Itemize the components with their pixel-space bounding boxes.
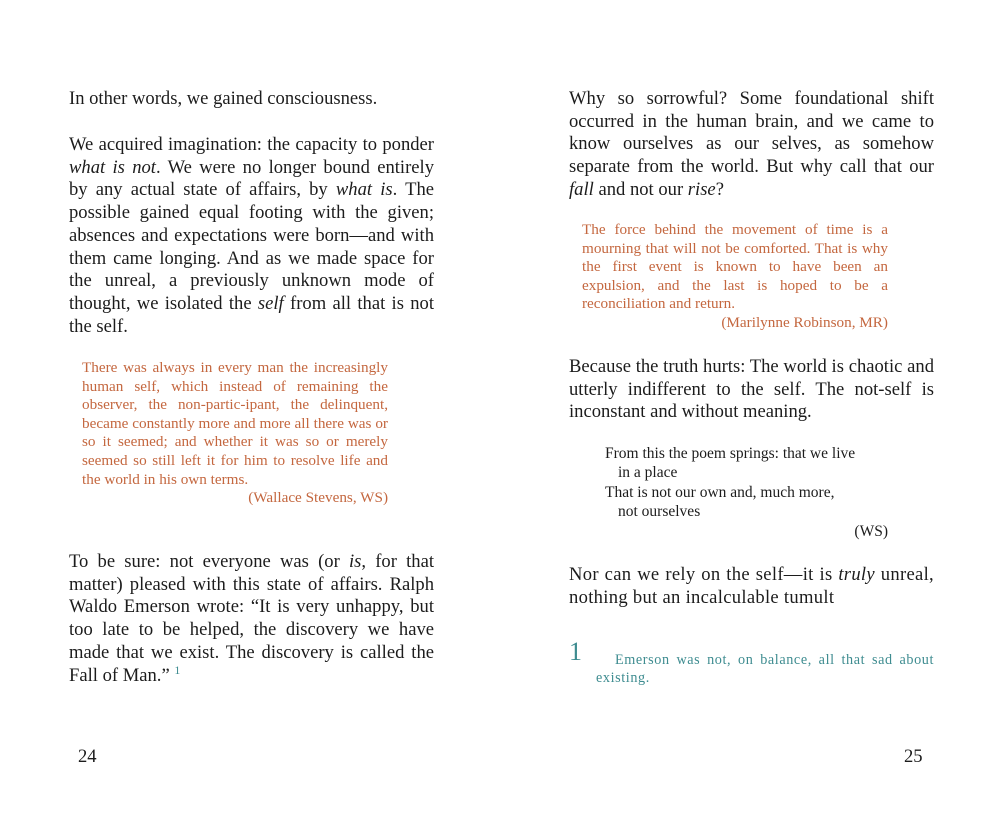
quote-attribution: (Marilynne Robinson, MR) — [721, 313, 888, 331]
italic-text: what is — [335, 179, 393, 201]
text-run: unreal, nothing but an incalculable tumult — [569, 564, 934, 608]
text-run: We acquired imagination: the capacity to ponder — [69, 134, 434, 155]
italic-text: self — [257, 292, 284, 314]
text-run: and not our — [593, 178, 688, 200]
italic-text: fall — [569, 178, 594, 200]
block-quote-robinson — [582, 221, 888, 333]
text-run: . We were no longer bound entirely by any actual state of affairs, by — [69, 156, 434, 201]
poem-line: not ourselves — [618, 503, 701, 521]
text-run: , for that matter) pleased with this state of affairs. Ralph Waldo Emerson wrote: “It is very unhappy, but too late to be helped, the discovery we have made that we exist. The discovery is called the Fall of Man.” — [69, 551, 434, 686]
footnote-text: Emerson was not, on balance, all that sad about existing. — [596, 652, 934, 686]
poem-excerpt — [605, 444, 888, 541]
text-run: . The possible gained equal footing with the given; absences and expectations were born—and with them came longing. And as we made space for the unreal, a previously unknown mode of thought, we isolated the — [69, 179, 435, 314]
text-run: ? — [715, 178, 724, 200]
page-number-right: 25 — [904, 746, 923, 767]
poem-attribution: (WS) — [854, 522, 888, 540]
italic-text: is — [348, 551, 362, 572]
italic-text: rise — [687, 178, 716, 200]
text-run: Nor can we rely on the self—it is — [569, 564, 839, 585]
block-quote-stevens — [82, 359, 388, 508]
right-paragraph-1 — [569, 88, 934, 202]
poem-line: That is not our own and, much more, — [605, 483, 835, 501]
left-page — [69, 0, 434, 818]
quote-text: The force behind the movement of time is a mourning that will not be comforted. That is why the first event is known to have been an expulsion, and the last is hoped to be a reconciliation and return. — [582, 221, 888, 313]
page-number-left: 24 — [78, 746, 97, 767]
quote-text: There was always in every man the increasingly human self, which instead of remaining the observer, the non-partic-ipant, the delinquent, became constantly more and more all there was or so it seemed; and whether it was so or merely seemed so still left it for him to resolve life and the world in his own terms. — [82, 359, 388, 488]
left-paragraph-2 — [69, 134, 434, 338]
text-run: Why so sorrowful? Some foundational shift occurred in the human brain, and we came to know ourselves as our selves, as somehow separate from the world. But why call that our — [569, 88, 934, 178]
right-paragraph-3 — [569, 564, 934, 609]
left-paragraph-3 — [69, 551, 434, 687]
right-page — [569, 0, 934, 818]
left-paragraph-1: In other words, we gained consciousness. — [69, 88, 378, 109]
text-run: To be sure: not everyone was (or — [69, 551, 349, 572]
text-run: from all that is not the self. — [69, 292, 435, 337]
right-paragraph-2: Because the truth hurts: The world is chaotic and utterly indifferent to the self. The not-self is inconstant and without meaning. — [569, 356, 934, 423]
footnote-reference[interactable]: 1 — [174, 662, 181, 677]
footnote-number: 1 — [569, 637, 582, 666]
quote-attribution: (Wallace Stevens, WS) — [248, 489, 388, 507]
italic-text: what is not — [69, 156, 156, 178]
poem-line: From this the poem springs: that we live — [605, 445, 856, 462]
poem-line: in a place — [618, 464, 678, 482]
italic-text: truly — [838, 564, 875, 585]
